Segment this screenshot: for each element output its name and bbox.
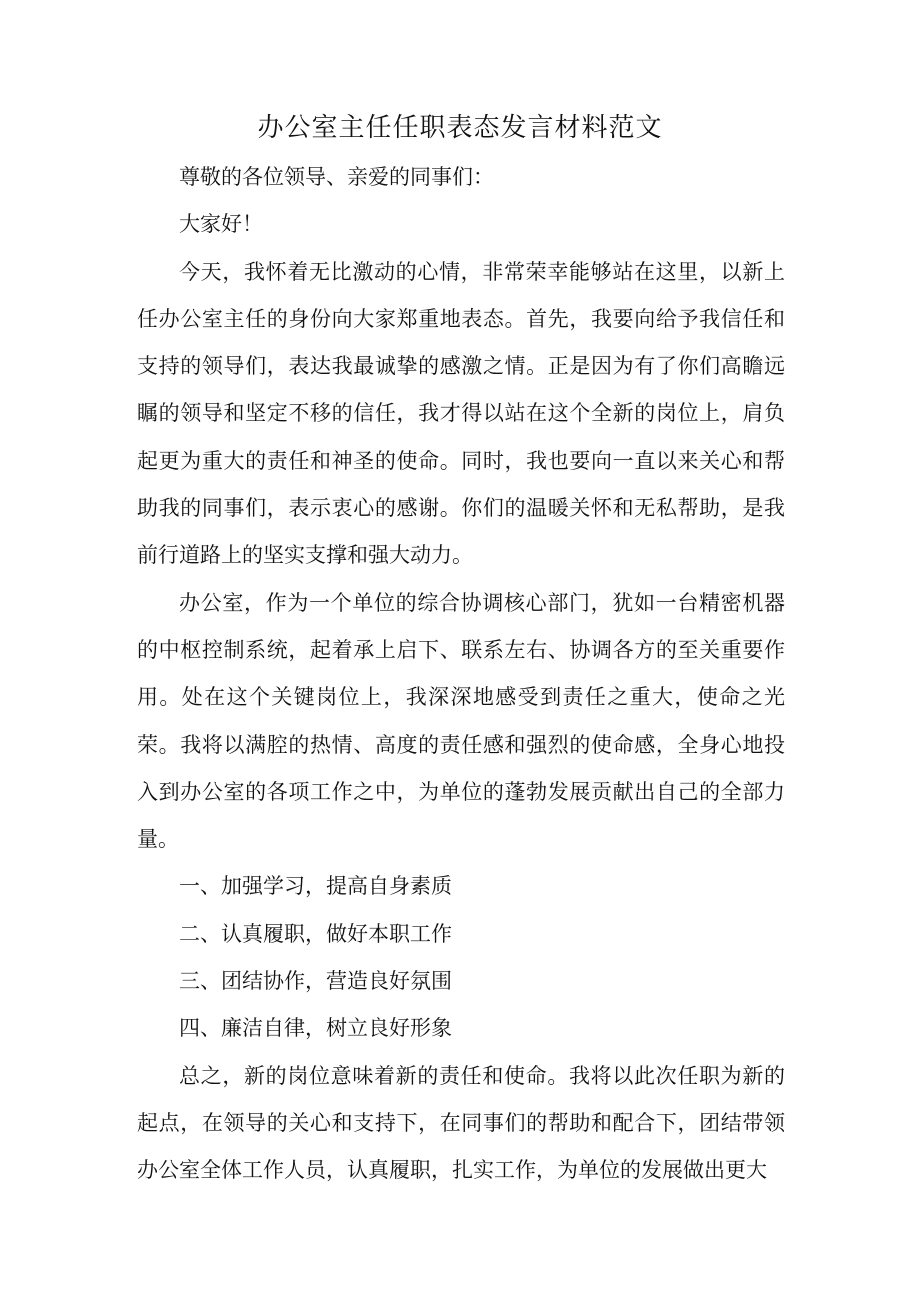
salutation: 尊敬的各位领导、亲爱的同事们：: [179, 165, 494, 189]
page-title: 办公室主任任职表态发言材料范文: [257, 113, 663, 143]
heading-point-3: 三、团结协作，营造良好氛围: [179, 969, 452, 994]
heading-point-1: 一、加强学习，提高自身素质: [179, 874, 452, 899]
heading-point-4: 四、廉洁自律，树立良好形象: [179, 1016, 452, 1041]
paragraph-gratitude: 今天，我怀着无比激动的心情，非常荣幸能够站在这里，以新上任办公室主任的身份向大家郑重地表态。首先，我要向给予我信任和支持的领导们，表达我最诚挚的感激之情。正是因为有了你们高瞻远瞩的领导和坚定不移的信任，我才得以站在这个全新的岗位上，肩负起更为重大的责任和神圣的使命。同时，我也要向一直以来关心和帮助我的同事们，表示衷心的感谢。你们的温暖关怀和无私帮助，是我前行道路上的坚实支撑和强大动力。: [137, 259, 785, 568]
document-body: [137, 154, 785, 1195]
greeting: 大家好！: [179, 212, 263, 237]
paragraph-office-role: 办公室，作为一个单位的综合协调核心部门，犹如一台精密机器的中枢控制系统，起着承上启下、联系左右、协调各方的至关重要作用。处在这个关键岗位上，我深深地感受到责任之重大，使命之光荣。我将以满腔的热情、高度的责任感和强烈的使命感，全身心地投入到办公室的各项工作之中，为单位的蓬勃发展贡献出自己的全部力量。: [137, 590, 785, 852]
heading-point-2: 二、认真履职，做好本职工作: [179, 921, 452, 946]
paragraph-conclusion: 总之，新的岗位意味着新的责任和使命。我将以此次任职为新的起点，在领导的关心和支持下，在同事们的帮助和配合下，团结带领办公室全体工作人员，认真履职，扎实工作，为单位的发展做出更大: [137, 1063, 785, 1183]
